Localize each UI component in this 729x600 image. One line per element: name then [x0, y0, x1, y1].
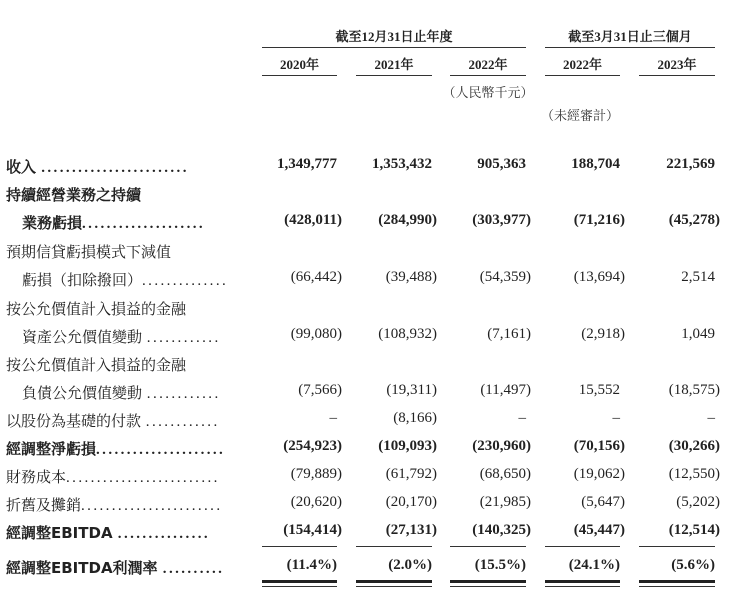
cell-margin-q2023: (5.6%) — [671, 557, 715, 573]
row-label-op-loss-1: 持續經營業務之持續 — [6, 186, 142, 204]
cell-dep-2021: (20,170) — [385, 494, 437, 510]
total-double-rule-1b — [262, 586, 337, 587]
total-double-rule-3 — [450, 580, 526, 583]
row-label-ecl-2: 虧損（扣除撥回）.............. — [22, 271, 229, 289]
row-label-adj-net-loss: 經調整淨虧損..................... — [6, 440, 226, 458]
year-rule-3 — [450, 75, 526, 76]
cell-ecl-q2022: (13,694) — [573, 269, 625, 285]
cell-oploss-2020: (428,011) — [284, 212, 342, 228]
subtotal-rule-4 — [545, 546, 620, 547]
header-q1-2022: 2022年 — [562, 57, 602, 72]
cell-adjnl-2020: (254,923) — [283, 438, 342, 454]
cell-fvl-2021: (19,311) — [386, 382, 437, 398]
unit-note: （人民幣千元） — [442, 86, 534, 101]
cell-ebitda-2022: (140,325) — [472, 522, 531, 538]
cell-oploss-2022: (303,977) — [472, 212, 531, 228]
cell-margin-2022: (15.5%) — [474, 557, 526, 573]
cell-fin-2020: (79,889) — [290, 466, 342, 482]
cell-adjnl-q2023: (30,266) — [668, 438, 720, 454]
subtotal-rule-5 — [639, 546, 715, 547]
row-label-ecl-1: 預期信貸虧損模式下減值 — [6, 243, 172, 261]
row-label-depreciation: 折舊及攤銷....................... — [6, 496, 223, 514]
total-double-rule-5 — [639, 580, 715, 583]
cell-fin-q2023: (12,550) — [668, 466, 720, 482]
cell-adjnl-2021: (109,093) — [378, 438, 437, 454]
row-label-adj-ebitda: 經調整EBITDA ............... — [6, 524, 211, 542]
row-label-fvl-1: 按公允價值計入損益的金融 — [6, 356, 187, 374]
cell-ecl-2020: (66,442) — [290, 269, 342, 285]
cell-fva-q2022: (2,918) — [581, 326, 625, 342]
cell-fvl-q2022: 15,552 — [578, 382, 620, 398]
cell-fin-2021: (61,792) — [385, 466, 437, 482]
row-label-fva-2: 資產公允價值變動 ............ — [22, 328, 221, 346]
header-year-2022: 2022年 — [468, 57, 508, 72]
cell-ebitda-2021: (27,131) — [385, 522, 437, 538]
total-double-rule-4 — [545, 580, 620, 583]
cell-margin-2021: (2.0%) — [388, 557, 432, 573]
total-double-rule-2b — [356, 586, 432, 587]
cell-sbp-q2022: – — [612, 410, 620, 426]
cell-oploss-2021: (284,990) — [378, 212, 437, 228]
cell-oploss-q2023: (45,278) — [668, 212, 720, 228]
cell-ebitda-2020: (154,414) — [283, 522, 342, 538]
cell-revenue-2020: 1,349,777 — [277, 156, 337, 172]
cell-revenue-2021: 1,353,432 — [372, 156, 432, 172]
cell-fva-q2023: 1,049 — [681, 326, 715, 342]
row-label-revenue: 收入 ........................ — [6, 158, 189, 176]
cell-margin-q2022: (24.1%) — [568, 557, 620, 573]
cell-adjnl-q2022: (70,156) — [573, 438, 625, 454]
cell-sbp-2022: – — [518, 410, 526, 426]
header-year-2021: 2021年 — [374, 57, 414, 72]
cell-fva-2022: (7,161) — [487, 326, 531, 342]
cell-sbp-2020: – — [329, 410, 337, 426]
row-label-finance-costs: 財務成本......................... — [6, 468, 220, 486]
cell-revenue-q2022: 188,704 — [571, 156, 620, 172]
total-double-rule-5b — [639, 586, 715, 587]
cell-fvl-q2023: (18,575) — [668, 382, 720, 398]
year-rule-2 — [356, 75, 432, 76]
header-q1-2023: 2023年 — [657, 57, 697, 72]
header-group-three-months: 截至3月31日止三個月 — [568, 29, 692, 44]
cell-revenue-q2023: 221,569 — [666, 156, 715, 172]
header-group-three-months-rule — [545, 47, 715, 48]
cell-oploss-q2022: (71,216) — [573, 212, 625, 228]
cell-fin-q2022: (19,062) — [573, 466, 625, 482]
subtotal-rule-1 — [262, 546, 337, 547]
cell-revenue-2022: 905,363 — [477, 156, 526, 172]
total-double-rule-1 — [262, 580, 337, 583]
cell-sbp-2021: (8,166) — [393, 410, 437, 426]
subtotal-rule-3 — [450, 546, 526, 547]
header-group-year-ended-rule — [262, 47, 526, 48]
year-rule-5 — [639, 75, 715, 76]
cell-fvl-2020: (7,566) — [298, 382, 342, 398]
subtotal-rule-2 — [356, 546, 432, 547]
cell-ebitda-q2023: (12,514) — [668, 522, 720, 538]
row-label-adj-ebitda-margin: 經調整EBITDA利潤率 .......... — [6, 559, 225, 577]
year-rule-4 — [545, 75, 620, 76]
cell-margin-2020: (11.4%) — [286, 557, 337, 573]
row-label-op-loss-2: 業務虧損.................... — [22, 214, 206, 232]
row-label-share-based: 以股份為基礎的付款 ............ — [6, 412, 220, 430]
cell-fvl-2022: (11,497) — [480, 382, 531, 398]
cell-fva-2020: (99,080) — [290, 326, 342, 342]
total-double-rule-4b — [545, 586, 620, 587]
cell-dep-q2023: (5,202) — [676, 494, 720, 510]
cell-dep-2020: (20,620) — [290, 494, 342, 510]
cell-dep-2022: (21,985) — [479, 494, 531, 510]
cell-ecl-2021: (39,488) — [385, 269, 437, 285]
year-rule-1 — [262, 75, 337, 76]
cell-dep-q2022: (5,647) — [581, 494, 625, 510]
cell-fva-2021: (108,932) — [378, 326, 437, 342]
total-double-rule-2 — [356, 580, 432, 583]
cell-ecl-q2023: 2,514 — [681, 269, 715, 285]
header-group-year-ended: 截至12月31日止年度 — [335, 29, 453, 44]
header-year-2020: 2020年 — [279, 57, 319, 72]
cell-ecl-2022: (54,359) — [479, 269, 531, 285]
row-label-fva-1: 按公允價值計入損益的金融 — [6, 300, 187, 318]
cell-sbp-q2023: – — [707, 410, 715, 426]
cell-adjnl-2022: (230,960) — [472, 438, 531, 454]
cell-ebitda-q2022: (45,447) — [573, 522, 625, 538]
total-double-rule-3b — [450, 586, 526, 587]
unaudited-note: （未經審計） — [540, 109, 619, 124]
row-label-fvl-2: 負債公允價值變動 ............ — [22, 384, 221, 402]
cell-fin-2022: (68,650) — [479, 466, 531, 482]
